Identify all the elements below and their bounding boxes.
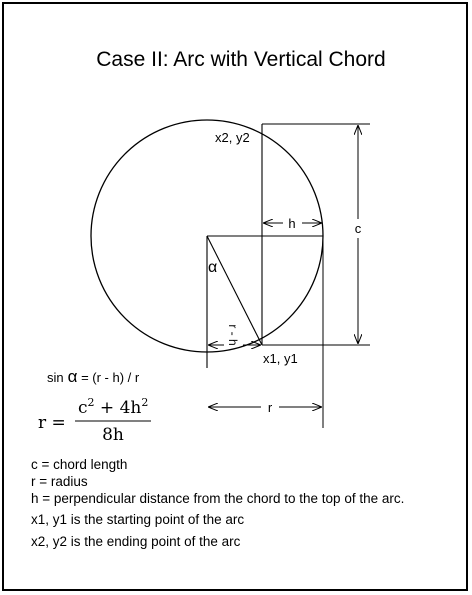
r-numerator-c: c [78, 398, 88, 418]
sin-formula [47, 367, 140, 386]
sin-alpha: α [67, 367, 78, 386]
r-formula-lhs: r = [38, 413, 66, 433]
sin-rhs: = (r - h) / r [77, 370, 140, 385]
legend-item-h: h = perpendicular distance from the chord to the top of the arc. [31, 491, 405, 506]
legend-item-c: c = chord length [31, 457, 128, 472]
r-minus-h-label: r - h [226, 324, 240, 346]
alpha-label: α [208, 259, 218, 276]
r-formula-numerator [78, 396, 148, 418]
r-numerator-plus: + 4h [94, 398, 142, 418]
variable-legend [31, 456, 404, 550]
h-label: h [288, 216, 296, 231]
legend-item-r: r = radius [31, 474, 88, 489]
legend-item-start-point: x1, y1 is the starting point of the arc [31, 512, 245, 527]
point-x1-y1-label: x1, y1 [263, 351, 298, 366]
sin-prefix: sin [47, 370, 64, 385]
legend-item-end-point: x2, y2 is the ending point of the arc [31, 534, 241, 549]
r-formula-denominator: 8h [102, 425, 124, 445]
c-label: c [354, 221, 362, 236]
point-x2-y2-label: x2, y2 [215, 130, 250, 145]
diagram-title: Case II: Arc with Vertical Chord [96, 48, 386, 71]
r-numerator-h-exponent: 2 [141, 396, 149, 409]
r-label: r [267, 400, 273, 415]
r-numerator-c-exponent: 2 [87, 396, 95, 409]
